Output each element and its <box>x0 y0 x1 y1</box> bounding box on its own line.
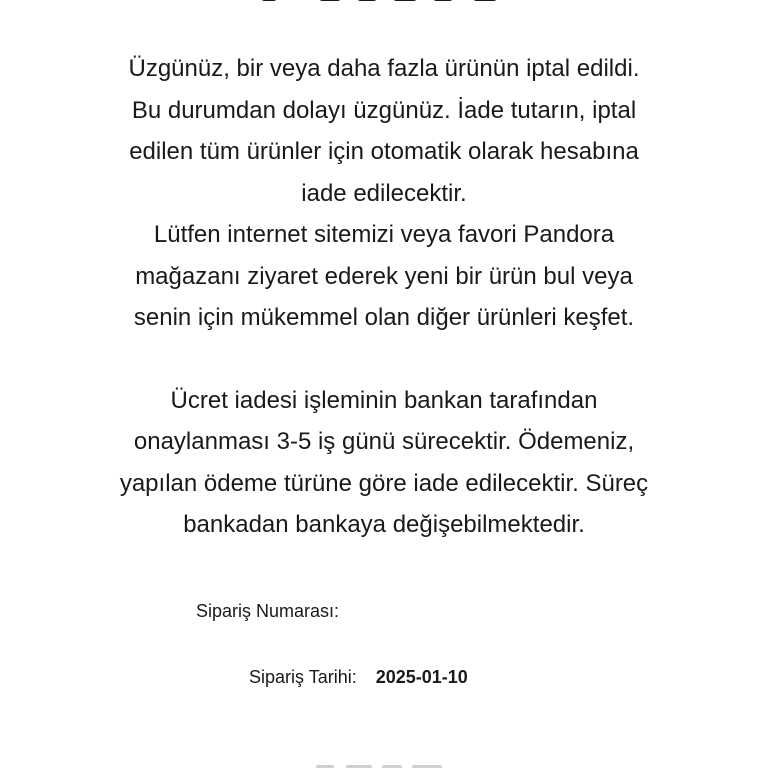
message-line: bankadan bankaya değişebilmektedir. <box>183 511 585 538</box>
order-date-value: 2025-01-10 <box>375 667 468 687</box>
cancellation-paragraph <box>0 48 768 339</box>
paragraph-spacer <box>0 339 768 380</box>
message-line: yapılan ödeme türüne göre iade edilecektir. Süreç <box>119 469 649 497</box>
refund-paragraph <box>0 380 768 546</box>
order-number-label: Sipariş Numarası: <box>196 601 340 621</box>
cancellation-message <box>0 48 768 546</box>
message-line: Ücret iadesi işleminin bankan tarafından <box>170 386 598 414</box>
message-line: senin için mükemmel olan diğer ürünleri keşfet. <box>133 304 635 331</box>
order-number-row <box>196 601 339 622</box>
order-date-label: Sipariş Tarihi: <box>249 667 357 687</box>
message-line: iade edilecektir. <box>301 179 467 207</box>
message-line: Üzgünüz, bir veya daha fazla ürünün iptal edildi. <box>128 55 640 82</box>
message-line: onaylanması 3-5 iş günü sürecektir. Ödemeniz, <box>133 428 635 455</box>
message-line: edilen tüm ürünler için otomatik olarak hesabına <box>129 138 639 165</box>
bottom-content-cropped <box>316 762 452 768</box>
page-heading-cropped <box>262 0 498 6</box>
message-line: Bu durumdan dolayı üzgünüz. İade tutarın, iptal <box>131 96 637 124</box>
message-line: Lütfen internet sitemizi veya favori Pandora <box>153 221 615 248</box>
order-date-row <box>249 667 468 688</box>
message-line: mağazanı ziyaret ederek yeni bir ürün bul veya <box>135 262 633 290</box>
